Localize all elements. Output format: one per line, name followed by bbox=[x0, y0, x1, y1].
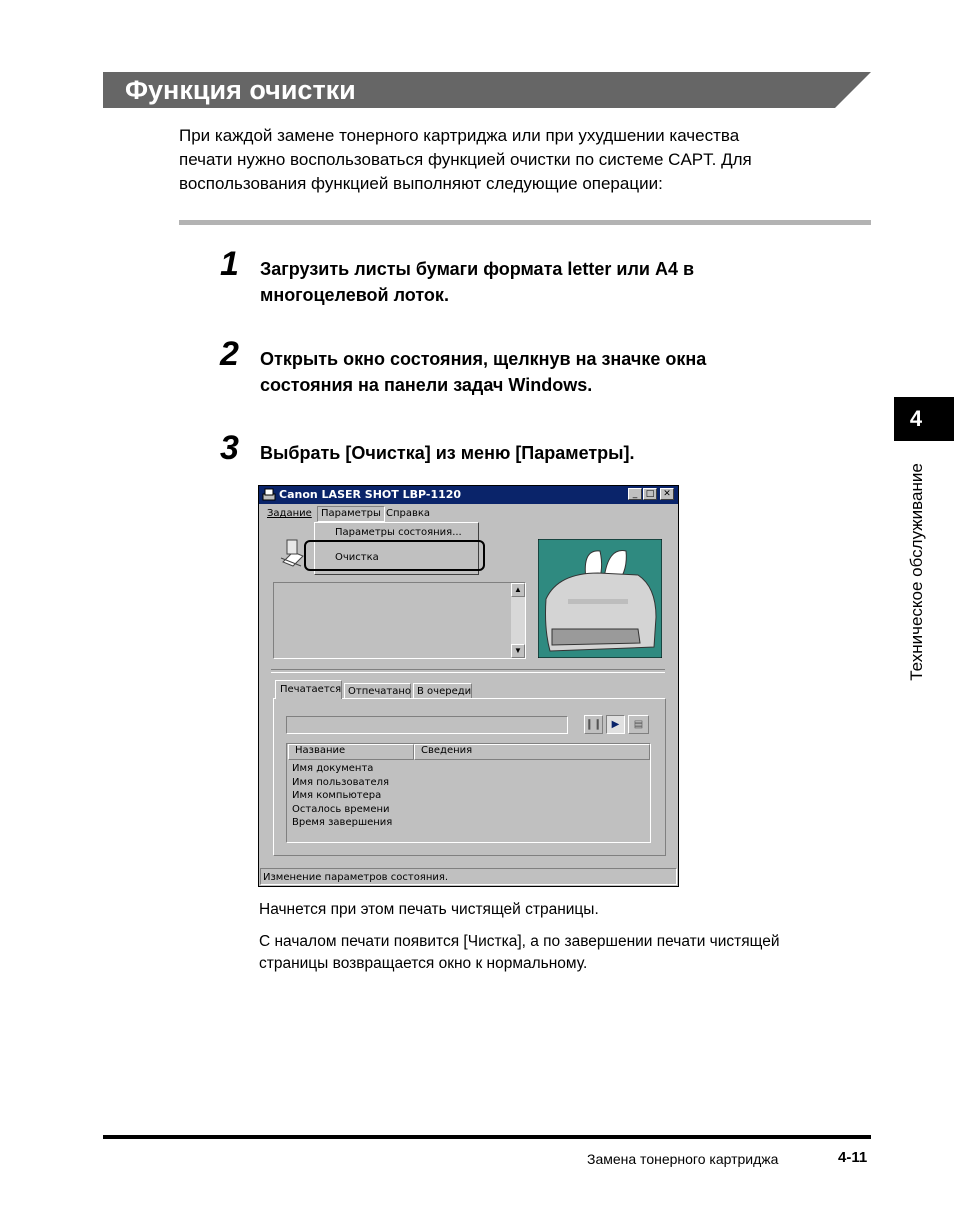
status-bar-text: Изменение параметров состояния. bbox=[263, 872, 449, 883]
chapter-side-label: Техническое обслуживание bbox=[907, 463, 926, 681]
highlight-frame bbox=[304, 540, 485, 571]
step-number: 1 bbox=[220, 245, 239, 283]
window-title: Canon LASER SHOT LBP-1120 bbox=[279, 488, 462, 501]
step-text bbox=[260, 256, 694, 308]
caption: Начнется при этом печать чистящей страницы. bbox=[259, 901, 599, 918]
tab-label: Отпечатано bbox=[348, 686, 412, 697]
step-line: состояния на панели задач Windows. bbox=[260, 375, 593, 395]
column-label: Название bbox=[295, 745, 346, 756]
menu-parametry[interactable] bbox=[317, 506, 385, 522]
section-title: Функция очистки bbox=[125, 75, 356, 105]
intro-line: воспользования функцией выполняют следующие операции: bbox=[179, 174, 663, 193]
caption: страницы возвращается окно к нормальному. bbox=[259, 955, 588, 972]
intro-paragraph bbox=[179, 124, 859, 196]
intro-line: печати нужно воспользоваться функцией очистки по системе CAPT. Для bbox=[179, 150, 752, 169]
tab-label: Печатается bbox=[280, 684, 342, 695]
tab-label: В очереди bbox=[417, 686, 472, 697]
scroll-up-icon[interactable]: ▲ bbox=[511, 583, 525, 597]
step-line: Выбрать [Очистка] из меню [Параметры]. bbox=[260, 443, 635, 463]
status-window bbox=[258, 485, 679, 887]
menu-item-cleaning[interactable]: Очистка bbox=[335, 552, 379, 563]
tab-v-ocheredi[interactable] bbox=[413, 683, 472, 699]
column-label: Сведения bbox=[421, 745, 473, 756]
printer-illustration bbox=[538, 539, 662, 658]
list-item: Осталось времени bbox=[292, 803, 390, 815]
step-line: Загрузить листы бумаги формата letter или A4 в bbox=[260, 259, 695, 279]
tab-otpechatano[interactable] bbox=[344, 683, 411, 699]
menu-parametry-label: Параметры bbox=[321, 508, 381, 519]
list-item: Имя документа bbox=[292, 763, 374, 774]
minimize-button[interactable]: _ bbox=[628, 488, 642, 500]
step-line: Открыть окно состояния, щелкнув на значке окна bbox=[260, 349, 707, 369]
scroll-down-icon[interactable]: ▼ bbox=[511, 644, 525, 658]
step-text bbox=[260, 346, 706, 398]
chapter-number: 4 bbox=[909, 406, 923, 431]
close-button[interactable]: ✕ bbox=[660, 488, 674, 500]
list-item: Имя пользователя bbox=[292, 776, 390, 788]
column-header-name[interactable] bbox=[288, 744, 414, 760]
footer-section-name: Замена тонерного картриджа bbox=[587, 1151, 779, 1167]
footer-rule bbox=[103, 1135, 871, 1139]
printer-app-icon bbox=[262, 488, 277, 502]
maximize-button[interactable]: □ bbox=[643, 488, 657, 500]
list-item: Имя компьютера bbox=[292, 790, 382, 801]
menu-zadanie[interactable]: Задание bbox=[267, 508, 312, 519]
status-bar bbox=[260, 868, 677, 885]
caption: С началом печати появится [Чистка], а по завершении печати чистящей bbox=[259, 933, 780, 950]
column-header-details[interactable] bbox=[414, 744, 650, 760]
page-number: 4-11 bbox=[838, 1149, 868, 1166]
divider bbox=[179, 220, 871, 225]
step-number: 3 bbox=[220, 429, 239, 467]
pause-icon[interactable]: ❙❙ bbox=[584, 715, 603, 734]
tab-pechataetsya[interactable] bbox=[275, 680, 342, 699]
job-detail-rows bbox=[292, 762, 392, 830]
job-details-list bbox=[286, 743, 651, 843]
printer-status-icon bbox=[279, 536, 305, 568]
step-text bbox=[260, 440, 635, 466]
menu-item-status-params[interactable]: Параметры состояния... bbox=[335, 527, 462, 538]
list-item: Время завершения bbox=[292, 817, 393, 828]
step-number: 2 bbox=[220, 335, 239, 373]
resume-icon[interactable]: ▶ bbox=[606, 715, 625, 734]
step-line: многоцелевой лоток. bbox=[260, 285, 449, 305]
status-message-area bbox=[273, 582, 526, 659]
progress-bar bbox=[286, 716, 568, 734]
cancel-job-icon[interactable]: ▤ bbox=[628, 715, 649, 734]
scrollbar[interactable] bbox=[511, 583, 525, 658]
intro-line: При каждой замене тонерного картриджа или при ухудшении качества bbox=[179, 126, 740, 145]
menu-spravka[interactable]: Справка bbox=[386, 508, 431, 519]
separator bbox=[271, 669, 665, 673]
